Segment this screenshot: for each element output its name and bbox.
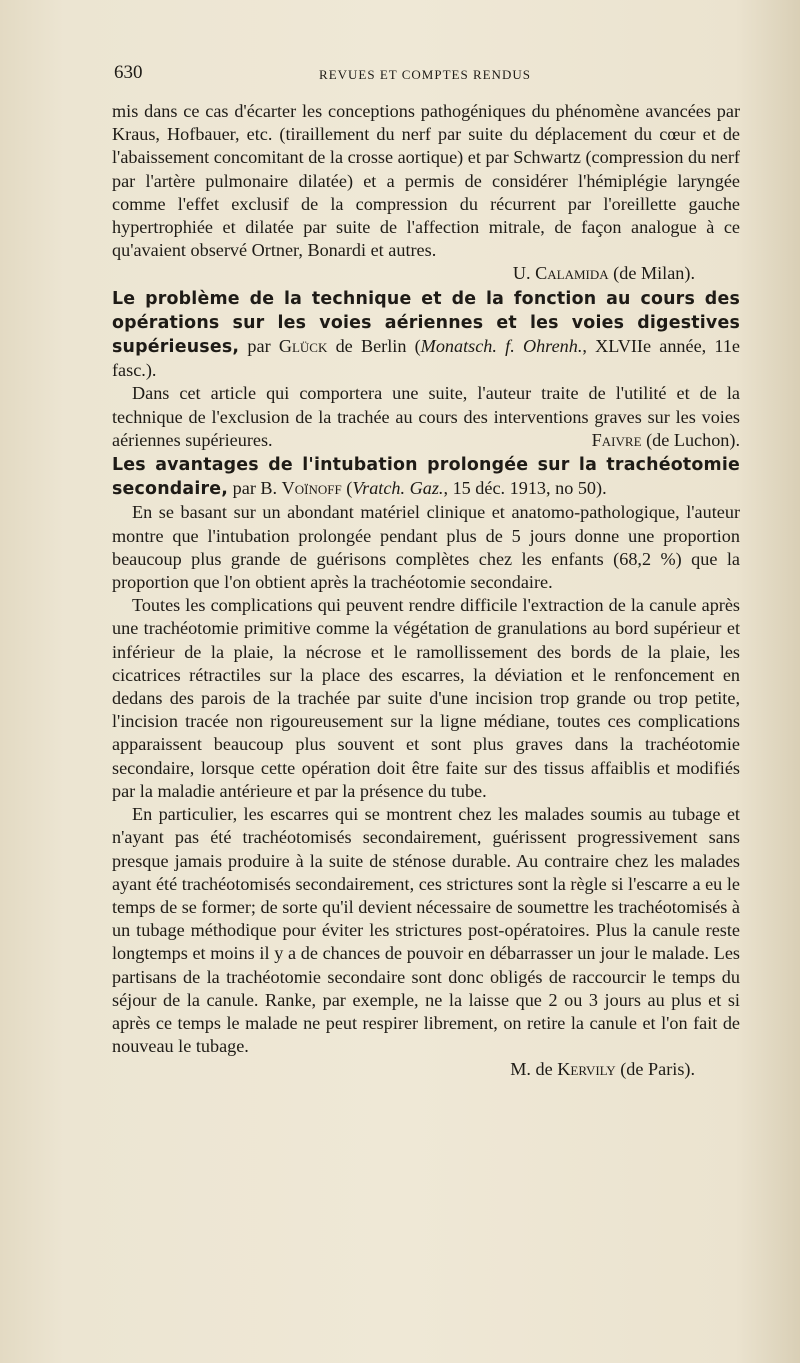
by-word: par B. [228, 478, 282, 499]
by-word: par [239, 336, 279, 357]
reviewer-place: (de Paris). [615, 1059, 695, 1080]
reviewer-name: Faivre [591, 429, 642, 450]
article-title: Les avantages de l'intubation prolongée sur la trachéotomie secondaire, [112, 455, 740, 500]
signature-prefix: U. [512, 263, 536, 284]
article-author: Glück [278, 336, 328, 357]
signature-author: Calamida [535, 263, 609, 284]
citation: , 15 déc. 1913, no 50). [443, 478, 607, 499]
article-author: Voïnoff [281, 478, 342, 499]
intro-paragraph: mis dans ce cas d'écarter les conceptions pathogéniques du phénomène avancées par Kraus, Hofbauer, etc. (tiraillement du nerf par suite du déplacement du cœur et de l'abaissement concomitant de la crosse aortique) et par Schwartz (compression du nerf par l'artère pulmonaire dilatée) et a permis de considérer l'hémiplégie laryngée comme l'effet exclusif de la compression du récurrent par l'oreillette gauche hypertrophiée et dilatée par suite de l'affection mitrale, de façon analogue à ce qu'avaient observé Ortner, Bonardi et autres. [112, 101, 740, 261]
signature-place: (de Milan). [608, 263, 695, 284]
page-number: 630 [114, 62, 143, 83]
summary-text: Dans cet article qui comportera une suite, l'auteur traite de l'utilité et de la technique de l'exclusion de la trachée au cours des interventions graves sur les voies aériennes supérieures. [112, 383, 740, 450]
body-paragraph: Toutes les complications qui peuvent rendre difficile l'extraction de la canule après une trachéotomie primitive comme la végétation de granulations au bord supérieur et inférieur de la plaie, la nécrose et le ramollissement des bords de la plaie, les cicatrices rétractiles sur la place des escarres, la déviation et le renfoncement en dedans des parois de la trachée par suite d'une incision trop grande ou trop petite, l'incision tracée non rigoureusement sur la ligne médiane, toutes ces complications apparaissent beaucoup plus souvent et sont plus graves dans la trachéotomie secondaire, lorsque cette opération doit être faite sur des tissus affaiblis et modifiés par la maladie antérieure et par la présence du tube. [112, 595, 740, 801]
body-text [112, 100, 740, 1082]
reviewer-signature [572, 429, 740, 452]
reviewer-signature [112, 1058, 740, 1081]
article-glueck [112, 287, 740, 452]
article-summary [112, 382, 740, 452]
body-paragraph: En particulier, les escarres qui se montrent chez les malades soumis au tubage et n'ayant pas été trachéotomisés secondairement, guérissent progressivement sans presque jamais produire à la suite de sténose durable. Au contraire chez les malades ayant été trachéotomisés secondairement, ces strictures sont la règle si l'escarre a eu le temps de se former; de sorte qu'il devient nécessaire de soumettre les trachéotomisés à un tubage méthodique pour éviter les strictures post-opératoires. Plus la canule reste longtemps et moins il y a de chances de pouvoir en débarrasser un jour le malade. Les partisans de la trachéotomie secondaire sont donc obligés de raccourcir le temps du séjour de la canule. Ranke, par exemple, ne la laisse que 2 ou 3 jours au plus et si après ce temps le malade ne peut respirer librement, on retire la canule et l'on fait de nouveau le tubage. [112, 804, 741, 1057]
reviewer-name: Kervily [557, 1059, 616, 1080]
running-head: REVUES ET COMPTES RENDUS [319, 67, 531, 82]
author-origin: de Berlin ( [327, 336, 421, 357]
journal-name: Monatsch. f. Ohrenh. [420, 336, 583, 357]
article-heading [112, 453, 740, 501]
article-heading [112, 287, 740, 383]
page-header [114, 62, 736, 88]
journal-name: Vratch. Gaz. [352, 478, 444, 499]
reviewer-prefix: M. de [510, 1059, 558, 1080]
article-voinoff [112, 453, 740, 1081]
reviewer-place: (de Luchon). [641, 429, 740, 450]
citation: , XLVIIe année, 11e fasc.). [112, 336, 740, 381]
body-paragraph: En se basant sur un abondant matériel clinique et anatomo-pathologique, l'auteur montre que l'intubation prolongée pendant plus de 5 jours donne une proportion beaucoup plus grande de guérisons complètes chez les enfants (68,2 %) que la proportion que l'on obtient après la trachéotomie secondaire. [112, 502, 740, 593]
article-title: Le problème de la technique et de la fonction au cours des opérations sur les voies aériennes et les voies digestives supérieuses, [112, 288, 740, 358]
citation-open: ( [341, 478, 353, 499]
intro-signature [112, 262, 740, 285]
